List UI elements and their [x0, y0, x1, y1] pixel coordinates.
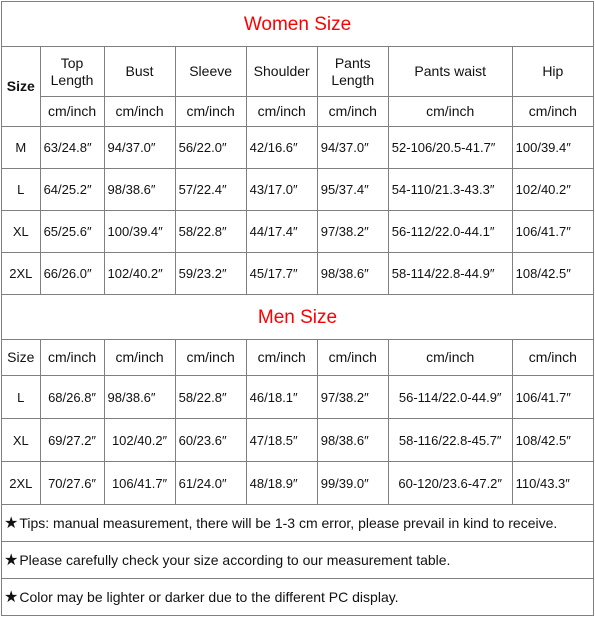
unit-label: cm/inch: [512, 97, 593, 127]
table-cell: 69/27.2″: [40, 419, 104, 462]
table-cell: 99/39.0″: [317, 462, 388, 505]
women-unit-row: [2, 97, 594, 127]
note-text: Color may be lighter or darker due to the different PC display.: [19, 588, 399, 605]
table-row: [2, 253, 594, 295]
note-row: [2, 542, 594, 579]
women-col-bust: Bust: [104, 47, 175, 97]
women-col-shoulder: Shoulder: [246, 47, 317, 97]
table-cell: 102/40.2″: [104, 419, 175, 462]
men-size-title: Men Size: [2, 295, 594, 340]
table-cell: 56-112/22.0-44.1″: [388, 211, 512, 253]
women-size-header: Size: [2, 47, 41, 127]
size-label: XL: [2, 211, 41, 253]
table-cell: 59/23.2″: [175, 253, 246, 295]
star-icon: ★: [4, 588, 19, 606]
table-cell: 95/37.4″: [317, 169, 388, 211]
unit-label: cm/inch: [246, 97, 317, 127]
table-cell: 63/24.8″: [40, 127, 104, 169]
table-cell: 64/25.2″: [40, 169, 104, 211]
table-cell: 43/17.0″: [246, 169, 317, 211]
star-icon: ★: [4, 551, 19, 569]
table-cell: 106/41.7″: [512, 376, 593, 419]
unit-label: cm/inch: [40, 97, 104, 127]
women-header-row: [2, 47, 594, 97]
table-row: [2, 376, 594, 419]
table-cell: 98/38.6″: [317, 419, 388, 462]
men-size-header: Size: [2, 340, 41, 376]
table-cell: 47/18.5″: [246, 419, 317, 462]
table-row: [2, 169, 594, 211]
unit-label: cm/inch: [175, 340, 246, 376]
size-label: 2XL: [2, 253, 41, 295]
table-row: [2, 127, 594, 169]
table-cell: 98/38.6″: [104, 376, 175, 419]
size-label: XL: [2, 419, 41, 462]
table-cell: 66/26.0″: [40, 253, 104, 295]
table-cell: 52-106/20.5-41.7″: [388, 127, 512, 169]
table-cell: 100/39.4″: [104, 211, 175, 253]
women-col-hip: Hip: [512, 47, 593, 97]
table-row: [2, 462, 594, 505]
note-text: Please carefully check your size according to our measurement table.: [19, 551, 451, 568]
table-cell: 98/38.6″: [317, 253, 388, 295]
table-row: [2, 211, 594, 253]
table-cell: 58/22.8″: [175, 376, 246, 419]
table-cell: 58-116/22.8-45.7″: [388, 419, 512, 462]
table-cell: 70/27.6″: [40, 462, 104, 505]
unit-label: cm/inch: [246, 340, 317, 376]
table-cell: 102/40.2″: [104, 253, 175, 295]
size-label: M: [2, 127, 41, 169]
note-row: [2, 579, 594, 616]
note-row: [2, 505, 594, 542]
unit-label: cm/inch: [317, 97, 388, 127]
women-col-pants-length: Pants Length: [317, 47, 388, 97]
unit-label: cm/inch: [388, 340, 512, 376]
table-cell: 97/38.2″: [317, 211, 388, 253]
table-cell: 94/37.0″: [317, 127, 388, 169]
star-icon: ★: [4, 514, 19, 532]
table-cell: 106/41.7″: [104, 462, 175, 505]
women-col-sleeve: Sleeve: [175, 47, 246, 97]
table-cell: 48/18.9″: [246, 462, 317, 505]
women-col-pants-waist: Pants waist: [388, 47, 512, 97]
table-row: [2, 419, 594, 462]
table-cell: 44/17.4″: [246, 211, 317, 253]
unit-label: cm/inch: [317, 340, 388, 376]
table-cell: 108/42.5″: [512, 253, 593, 295]
table-cell: 94/37.0″: [104, 127, 175, 169]
table-cell: 108/42.5″: [512, 419, 593, 462]
table-cell: 97/38.2″: [317, 376, 388, 419]
table-cell: 65/25.6″: [40, 211, 104, 253]
table-cell: 45/17.7″: [246, 253, 317, 295]
table-cell: 102/40.2″: [512, 169, 593, 211]
table-cell: 58/22.8″: [175, 211, 246, 253]
note-text: Tips: manual measurement, there will be 1-3 cm error, please prevail in kind to receive.: [19, 514, 558, 531]
table-cell: 57/22.4″: [175, 169, 246, 211]
women-col-top-length: Top Length: [40, 47, 104, 97]
size-table: [1, 1, 594, 616]
table-cell: 98/38.6″: [104, 169, 175, 211]
table-cell: 60-120/23.6-47.2″: [388, 462, 512, 505]
unit-label: cm/inch: [104, 340, 175, 376]
unit-label: cm/inch: [104, 97, 175, 127]
table-cell: 110/43.3″: [512, 462, 593, 505]
size-label: L: [2, 376, 41, 419]
table-cell: 58-114/22.8-44.9″: [388, 253, 512, 295]
table-cell: 106/41.7″: [512, 211, 593, 253]
size-label: L: [2, 169, 41, 211]
table-cell: 56/22.0″: [175, 127, 246, 169]
table-cell: 68/26.8″: [40, 376, 104, 419]
unit-label: cm/inch: [512, 340, 593, 376]
size-label: 2XL: [2, 462, 41, 505]
table-cell: 42/16.6″: [246, 127, 317, 169]
table-cell: 60/23.6″: [175, 419, 246, 462]
table-cell: 56-114/22.0-44.9″: [388, 376, 512, 419]
unit-label: cm/inch: [175, 97, 246, 127]
unit-label: cm/inch: [40, 340, 104, 376]
unit-label: cm/inch: [388, 97, 512, 127]
size-chart: [1, 1, 594, 616]
men-header-row: [2, 340, 594, 376]
table-cell: 61/24.0″: [175, 462, 246, 505]
table-cell: 100/39.4″: [512, 127, 593, 169]
women-size-title: Women Size: [2, 2, 594, 47]
table-cell: 54-110/21.3-43.3″: [388, 169, 512, 211]
table-cell: 46/18.1″: [246, 376, 317, 419]
